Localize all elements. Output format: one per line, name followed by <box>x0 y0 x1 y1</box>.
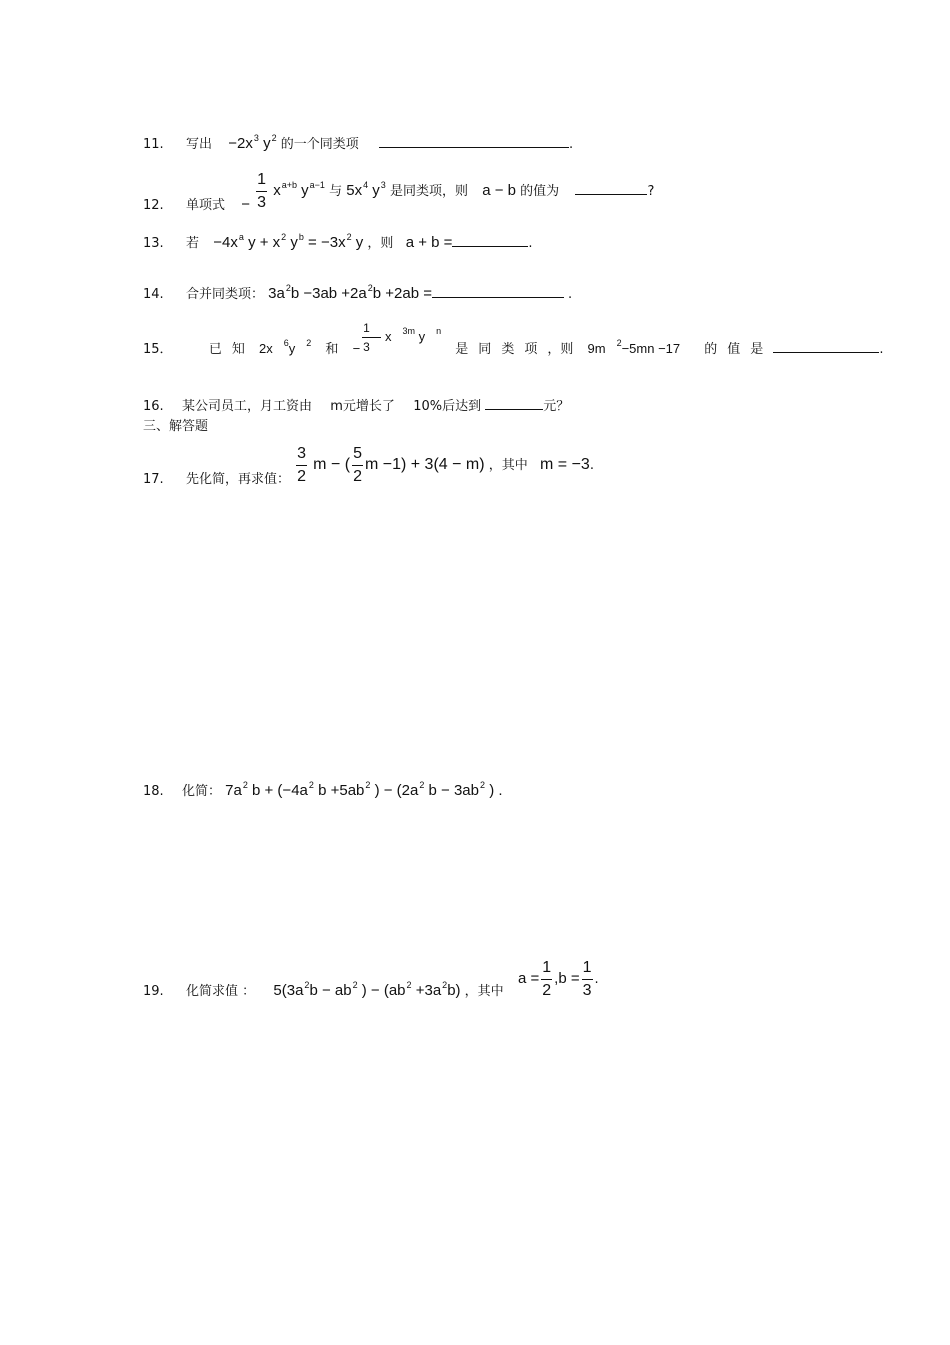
math-expression: 9m $^2$−5mn −17 <box>587 338 681 356</box>
question-text: 10%后达到 <box>413 399 482 414</box>
question-text: 化简： <box>181 784 221 799</box>
question-15: 15． 已 知 2x $^6$y $^2$ 和 − $\frac{1}{3}$ x $^{3m}$ y $^n$ 是 同 类 项 ，则 9m $^2$−5mn −17 的 值 是 . <box>143 321 884 357</box>
question-text: 写出 <box>185 137 212 152</box>
question-text: 是同类项，则 <box>389 184 468 199</box>
question-text: 先化简，再求值： <box>185 472 290 487</box>
answer-blank[interactable] <box>773 341 879 353</box>
math-expression: $7a^2$ $b + (-4a^2$ $b +5ab^2$ ) − ($2a^2$ $b - 3ab^2$ ) . <box>225 780 503 799</box>
question-number: 15． <box>143 342 173 357</box>
math-expression: a − b <box>482 182 517 199</box>
answer-blank[interactable] <box>379 136 569 148</box>
question-13: 13. 若 $-4x^a$ $y + x^2$ $y^b = -3x^2$ y ，则 a + b = . <box>143 232 533 251</box>
question-text: ，其中 <box>488 458 528 473</box>
question-number: 12. <box>143 198 164 213</box>
math-expression: $5(3a^2b - ab^2$ ) − $(ab^2 +3a^2b)$ <box>273 980 461 999</box>
question-text: 单项式 <box>185 198 225 213</box>
section-heading: 三、解答题 <box>143 419 209 434</box>
fraction: $\frac{1}{2}$ <box>542 959 552 999</box>
question-12: 12. 单项式 − $\frac{1}{3}$ $x^{a+b}$ $y^{a-1}$ 与 $5x^4$ $y^3$ 是同类项，则 a − b 的值为 ? <box>143 171 655 213</box>
fraction: $\frac{3}{2}$ <box>297 445 307 485</box>
answer-blank[interactable] <box>575 183 647 195</box>
question-number: 17. <box>143 472 164 487</box>
question-text: ，则 <box>367 236 394 251</box>
question-text: 的一个同类项 <box>280 137 359 152</box>
fraction: $\frac{1}{3}$ <box>582 959 592 999</box>
question-17: 17. 先化简，再求值： $\frac{3}{2}$ m − ( $\frac{5}{2}$ m −1) + 3(4 − m) ，其中 m = −3. <box>143 445 594 487</box>
question-text: m元增长了 <box>330 399 395 414</box>
answer-blank[interactable] <box>432 286 564 298</box>
question-number: 18. <box>143 784 164 799</box>
math-expression: $-2x^3$ $y^2$ <box>228 133 277 152</box>
question-number: 13. <box>143 236 164 251</box>
fraction: $\frac{1}{3}$ <box>257 171 267 211</box>
question-number: 16. <box>143 399 164 414</box>
question-14: 14. 合并同类项： $3a^2b -3ab +2a^2b +2ab$ = . <box>143 283 573 302</box>
fraction: $\frac{5}{2}$ <box>353 445 362 485</box>
math-expression: $3a^2b -3ab +2a^2b +2ab$ = <box>268 283 432 302</box>
math-expression: $x^{a+b}$ $y^{a-1}$ <box>273 180 325 199</box>
question-text: 某公司员工，月工资由 <box>181 399 312 414</box>
math-expression: $-4x^a$ $y + x^2$ $y^b = -3x^2$ y <box>213 232 364 251</box>
math-expression: x $^{3m}$ y $^n$ <box>384 326 442 344</box>
question-18 <box>143 780 503 799</box>
question-text: 合并同类项： <box>185 287 264 302</box>
question-19: 19. 化简求值 ： $5(3a^2b - ab^2$ ) − $(ab^2 +3a^2b)$ ，其中 a = $\frac{1}{2}$ ,b = $\frac{1}{3}$ . <box>143 959 599 999</box>
math-expression: a + b = <box>405 234 453 251</box>
question-text: 若 <box>185 236 199 251</box>
math-expression: m = −3 <box>540 456 590 473</box>
question-number: 11. <box>143 137 164 152</box>
question-number: 19. <box>143 984 164 999</box>
question-number: 14. <box>143 287 164 302</box>
question-text: 的值为 <box>520 184 560 199</box>
math-expression: $5x^4$ $y^3$ <box>346 180 386 199</box>
question-text: 化简求值 ： <box>185 984 256 999</box>
answer-blank[interactable] <box>452 235 528 247</box>
question-16: 16. 某公司员工，月工资由 m元增长了 10%后达到 元？ <box>143 399 570 414</box>
question-11: 11. 写出 $-2x^3$ $y^2$ 的一个同类项 . <box>143 133 574 152</box>
question-text: ，其中 <box>464 984 504 999</box>
math-expression: 2x $^6$y $^2$ <box>259 338 312 356</box>
fraction: $\frac{1}{3}$ <box>362 322 381 353</box>
answer-blank[interactable] <box>485 398 543 410</box>
